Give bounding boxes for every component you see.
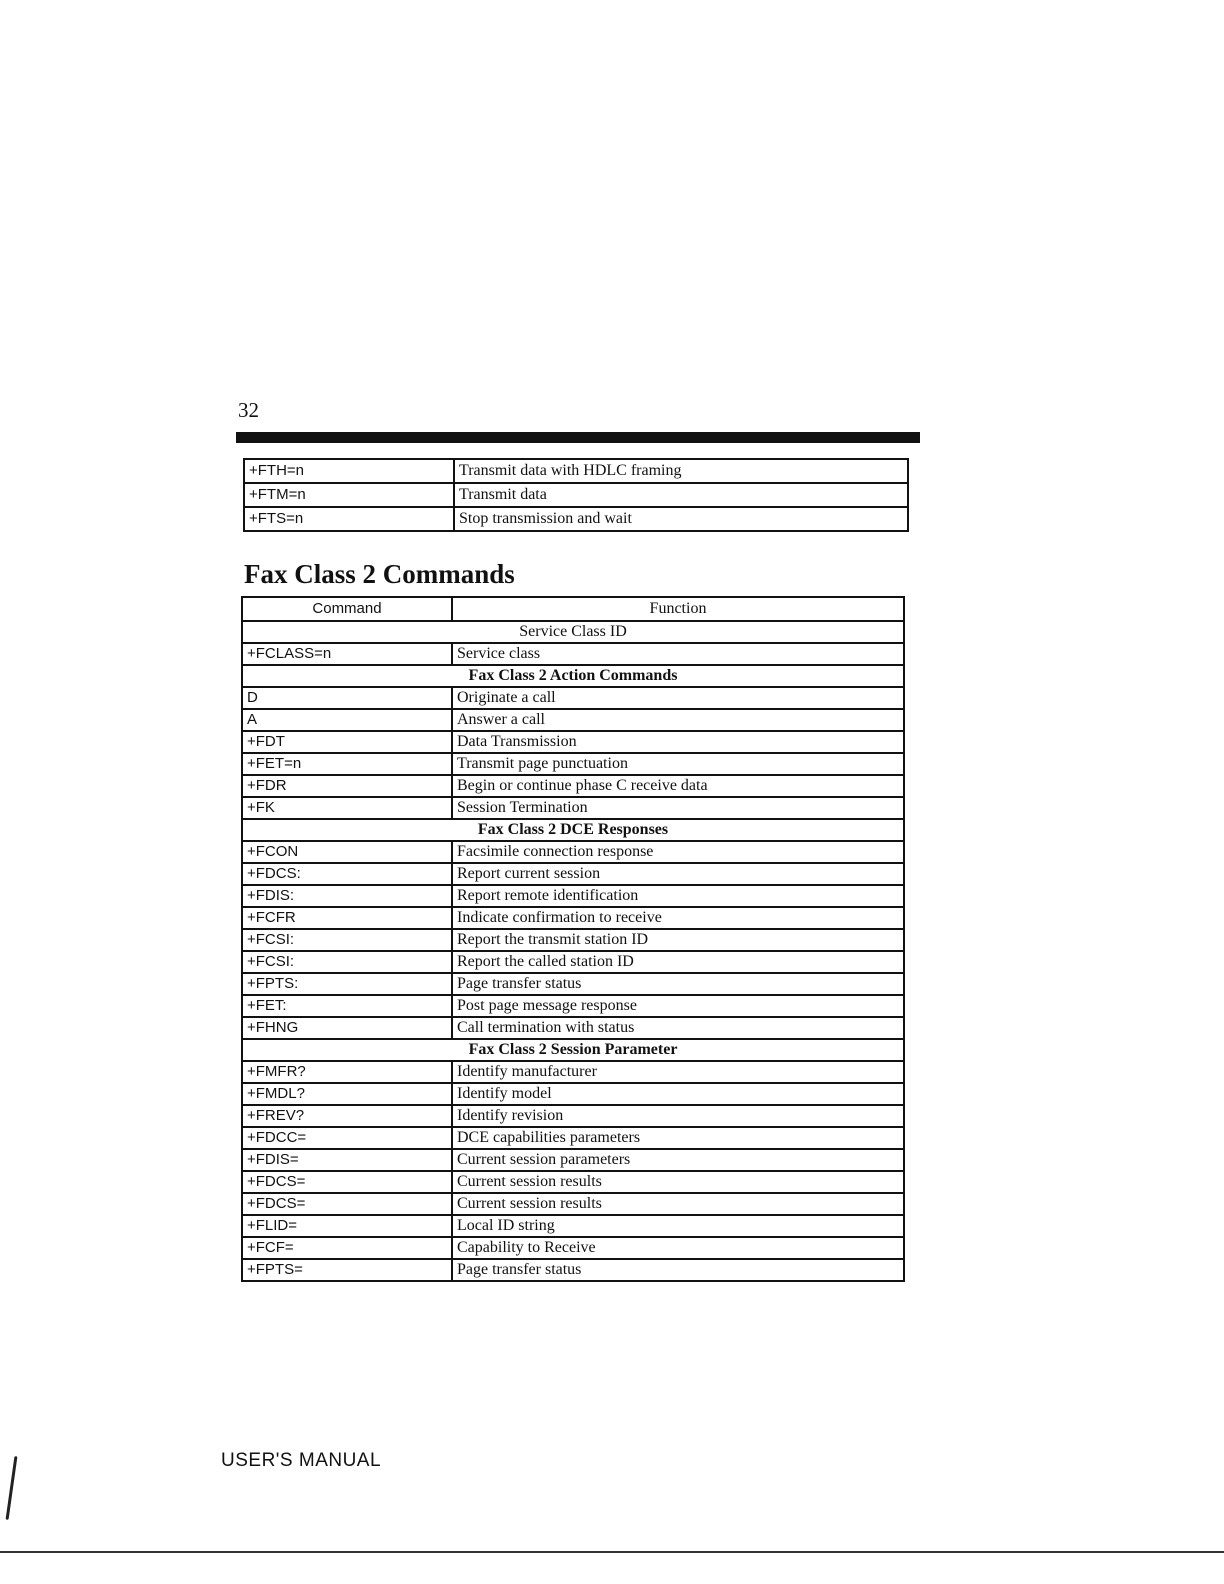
table-row: [242, 1127, 904, 1149]
table-header-row: [242, 597, 904, 621]
column-header-function: Function: [452, 597, 904, 621]
command-cell: +FTS=n: [244, 507, 454, 531]
fax-class-2-commands-table-body: [242, 621, 904, 1281]
function-cell: Facsimile connection response: [452, 841, 904, 863]
column-header-command: Command: [242, 597, 452, 621]
function-cell: Current session results: [452, 1171, 904, 1193]
margin-pen-mark: [6, 1456, 18, 1520]
command-cell: D: [242, 687, 452, 709]
table-row: [242, 1083, 904, 1105]
command-cell: +FET=n: [242, 753, 452, 775]
command-cell: +FCLASS=n: [242, 643, 452, 665]
group-header-row: [242, 621, 904, 643]
function-cell: Identify revision: [452, 1105, 904, 1127]
function-cell: Post page message response: [452, 995, 904, 1017]
table-row: [242, 973, 904, 995]
group-header-row: [242, 1039, 904, 1061]
command-cell: +FDIS=: [242, 1149, 452, 1171]
table-row: [242, 1149, 904, 1171]
function-cell: Transmit data with HDLC framing: [454, 459, 908, 483]
group-header-row: [242, 665, 904, 687]
fax-class-2-commands-table: [241, 596, 905, 1282]
command-cell: +FREV?: [242, 1105, 452, 1127]
continued-command-table: [243, 458, 909, 532]
table-row: [242, 885, 904, 907]
command-cell: +FMFR?: [242, 1061, 452, 1083]
function-cell: Capability to Receive: [452, 1237, 904, 1259]
command-cell: +FCON: [242, 841, 452, 863]
table-row: [242, 1171, 904, 1193]
function-cell: Page transfer status: [452, 1259, 904, 1281]
table-row: [242, 643, 904, 665]
table-row: [244, 483, 908, 507]
table-row: [242, 1105, 904, 1127]
command-cell: +FET:: [242, 995, 452, 1017]
table-row: [242, 863, 904, 885]
command-cell: +FDCS:: [242, 863, 452, 885]
table-row: [242, 841, 904, 863]
command-cell: +FDCS=: [242, 1193, 452, 1215]
table-row: [244, 507, 908, 531]
function-cell: Current session results: [452, 1193, 904, 1215]
command-cell: +FTH=n: [244, 459, 454, 483]
command-cell: +FPTS=: [242, 1259, 452, 1281]
command-cell: +FMDL?: [242, 1083, 452, 1105]
function-cell: Report the transmit station ID: [452, 929, 904, 951]
group-title: Fax Class 2 Action Commands: [242, 665, 904, 687]
command-cell: +FCFR: [242, 907, 452, 929]
function-cell: Indicate confirmation to receive: [452, 907, 904, 929]
group-title: Fax Class 2 Session Parameter: [242, 1039, 904, 1061]
table-row: [242, 1237, 904, 1259]
table-row: [242, 775, 904, 797]
table-row: [242, 1061, 904, 1083]
table-row: [242, 951, 904, 973]
bottom-rule: [0, 1551, 1224, 1553]
function-cell: Report current session: [452, 863, 904, 885]
group-header-row: [242, 819, 904, 841]
table-row: [244, 459, 908, 483]
function-cell: Answer a call: [452, 709, 904, 731]
command-cell: A: [242, 709, 452, 731]
command-cell: +FTM=n: [244, 483, 454, 507]
group-title: Service Class ID: [242, 621, 904, 643]
function-cell: Report remote identification: [452, 885, 904, 907]
function-cell: Stop transmission and wait: [454, 507, 908, 531]
command-cell: +FCF=: [242, 1237, 452, 1259]
command-cell: +FCSI:: [242, 951, 452, 973]
table-row: [242, 907, 904, 929]
command-cell: +FK: [242, 797, 452, 819]
table-row: [242, 1215, 904, 1237]
command-cell: +FLID=: [242, 1215, 452, 1237]
table-row: [242, 797, 904, 819]
function-cell: Begin or continue phase C receive data: [452, 775, 904, 797]
command-cell: +FDT: [242, 731, 452, 753]
function-cell: Identify model: [452, 1083, 904, 1105]
function-cell: Data Transmission: [452, 731, 904, 753]
table-row: [242, 1017, 904, 1039]
continued-command-table-body: [244, 459, 908, 531]
function-cell: Call termination with status: [452, 1017, 904, 1039]
table-row: [242, 1259, 904, 1281]
function-cell: Identify manufacturer: [452, 1061, 904, 1083]
function-cell: Page transfer status: [452, 973, 904, 995]
command-cell: +FDIS:: [242, 885, 452, 907]
command-cell: +FPTS:: [242, 973, 452, 995]
function-cell: Originate a call: [452, 687, 904, 709]
command-cell: +FDCC=: [242, 1127, 452, 1149]
table-row: [242, 929, 904, 951]
function-cell: Service class: [452, 643, 904, 665]
function-cell: Current session parameters: [452, 1149, 904, 1171]
command-cell: +FCSI:: [242, 929, 452, 951]
function-cell: Transmit data: [454, 483, 908, 507]
table-row: [242, 731, 904, 753]
command-cell: +FHNG: [242, 1017, 452, 1039]
table-row: [242, 709, 904, 731]
table-row: [242, 753, 904, 775]
function-cell: Report the called station ID: [452, 951, 904, 973]
function-cell: Local ID string: [452, 1215, 904, 1237]
command-cell: +FDCS=: [242, 1171, 452, 1193]
function-cell: Transmit page punctuation: [452, 753, 904, 775]
command-cell: +FDR: [242, 775, 452, 797]
page-number: 32: [238, 398, 259, 422]
table-row: [242, 1193, 904, 1215]
header-rule: [236, 432, 920, 443]
function-cell: DCE capabilities parameters: [452, 1127, 904, 1149]
section-title: Fax Class 2 Commands: [244, 559, 515, 589]
table-row: [242, 687, 904, 709]
group-title: Fax Class 2 DCE Responses: [242, 819, 904, 841]
table-row: [242, 995, 904, 1017]
function-cell: Session Termination: [452, 797, 904, 819]
footer-manual-title: USER'S MANUAL: [221, 1450, 382, 1471]
